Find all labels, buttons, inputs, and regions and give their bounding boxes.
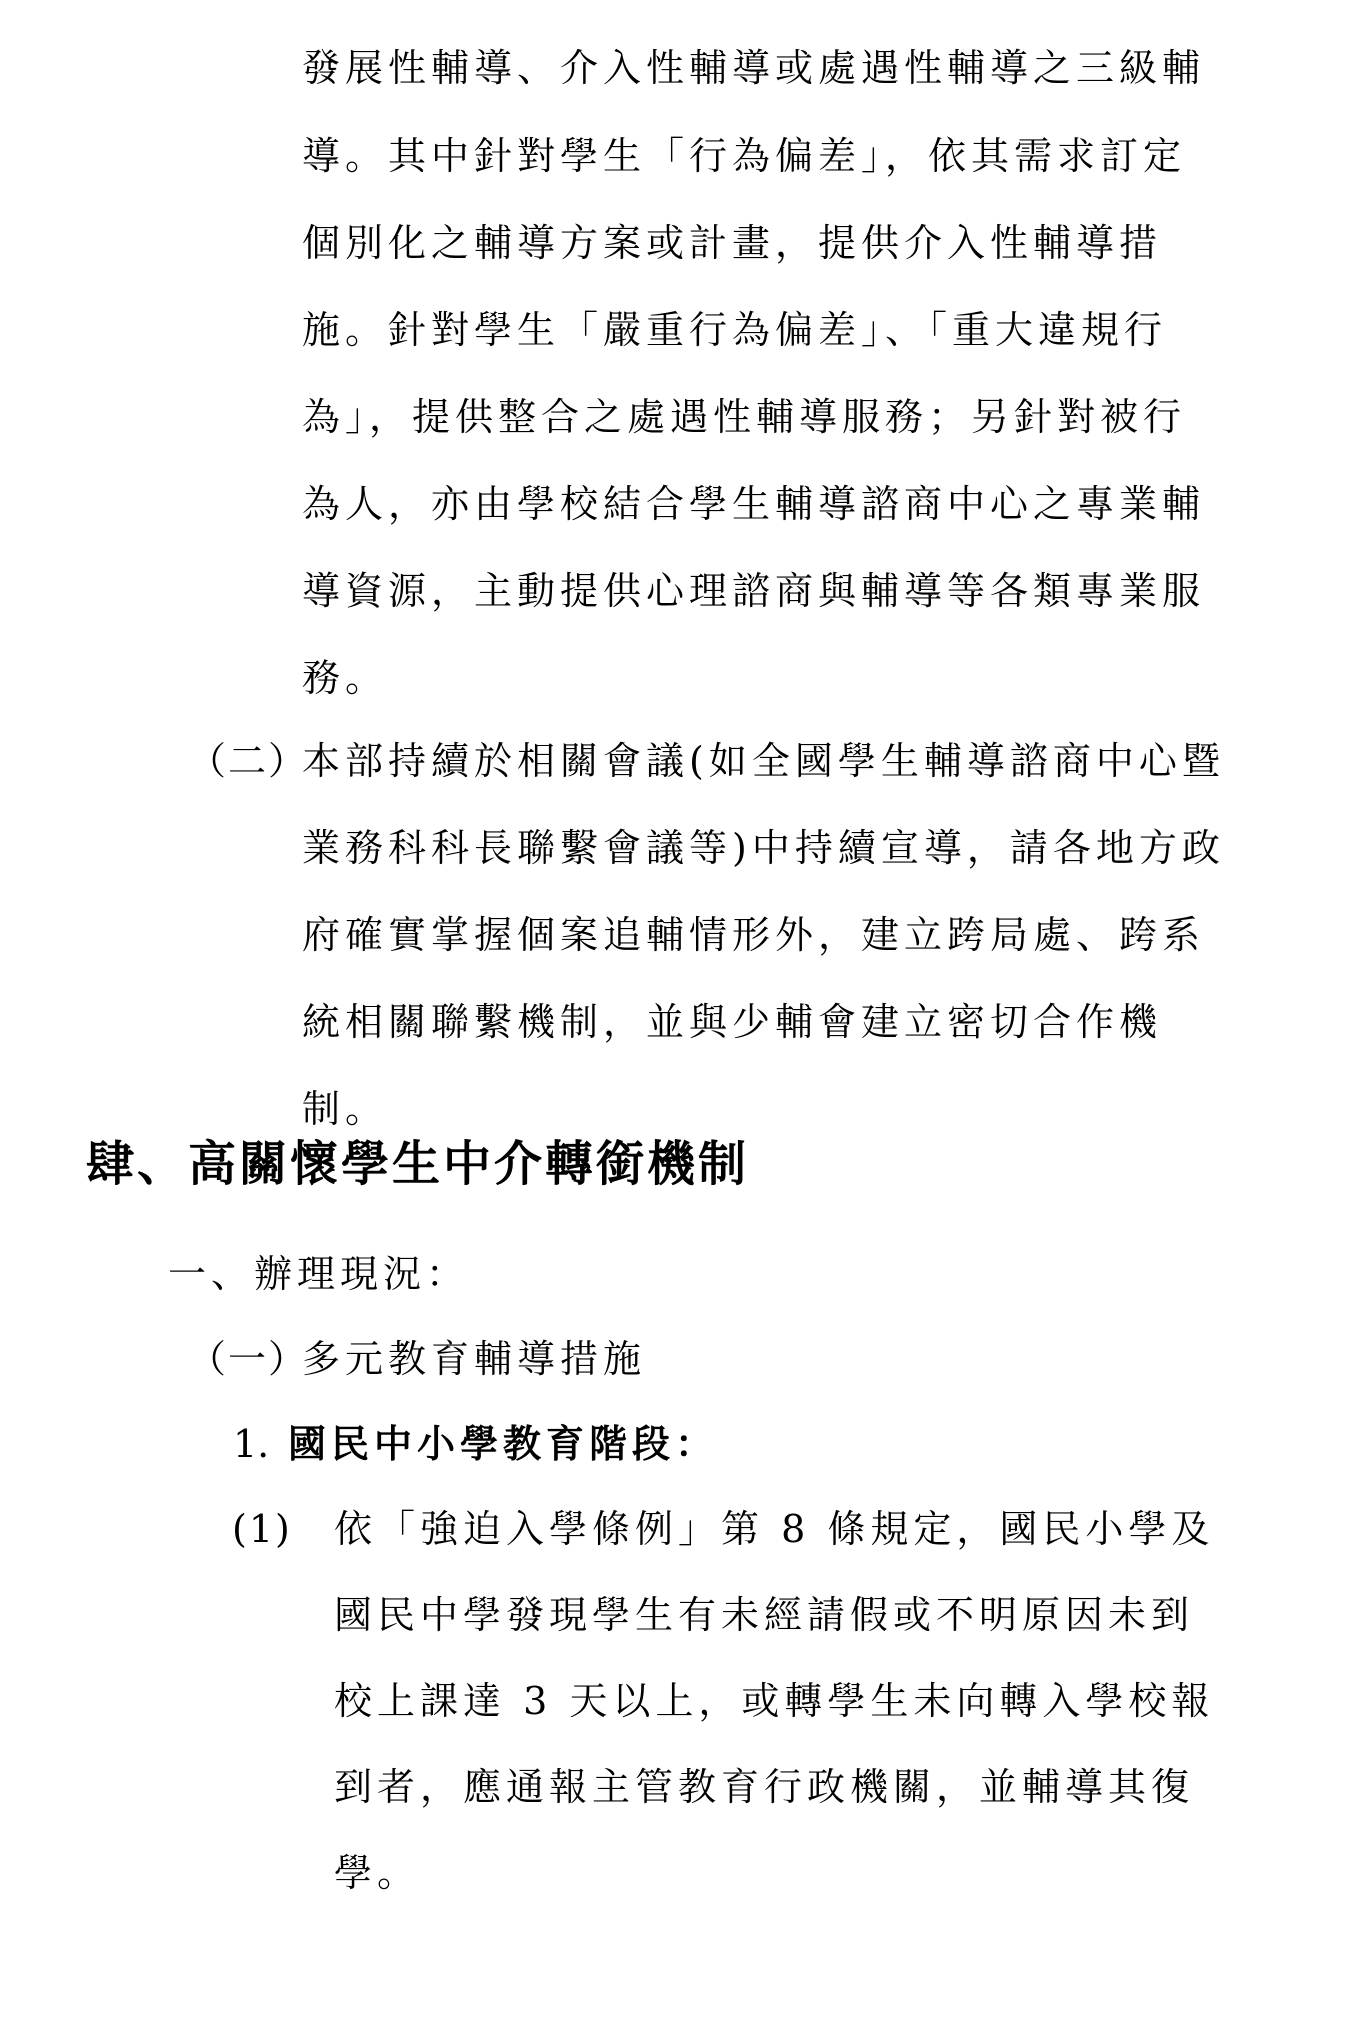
text-line: 到者，應通報主管教育行政機關，並輔導其復 — [334, 1765, 1195, 1809]
item-title: 國民中小學教育階段： — [288, 1421, 719, 1466]
text-line: 統相關聯繫機制，並與少輔會建立密切合作機 — [302, 1000, 1163, 1044]
text-line: 國民中學發現學生有未經請假或不明原因未到 — [334, 1593, 1195, 1637]
text-line: 務。 — [302, 656, 389, 700]
text-line: 導。其中針對學生「行為偏差」，依其需求訂定 — [302, 134, 1187, 178]
list-marker: （二） — [188, 739, 309, 783]
text-line: 本部持續於相關會議(如全國學生輔導諮商中心暨 — [302, 739, 1225, 783]
text-line: 制。 — [302, 1087, 389, 1131]
text-line: 依「強迫入學條例」第 8 條規定，國民小學及 — [334, 1507, 1215, 1551]
text-line: 施。針對學生「嚴重行為偏差」、「重大違規行 — [302, 308, 1168, 352]
text-line: 發展性輔導、介入性輔導或處遇性輔導之三級輔 — [302, 46, 1206, 90]
text-line: 業務科科長聯繫會議等)中持續宣導，請各地方政 — [302, 826, 1225, 870]
text-line: 學。 — [334, 1851, 421, 1895]
subsection-text: 多元教育輔導措施 — [302, 1337, 647, 1381]
list-marker: (1) — [232, 1507, 292, 1551]
text-line: 個別化之輔導方案或計畫，提供介入性輔導措 — [302, 221, 1163, 265]
text-line: 校上課達 3 天以上，或轉學生未向轉入學校報 — [334, 1679, 1215, 1723]
text-line: 府確實掌握個案追輔情形外，建立跨局處、跨系 — [302, 913, 1206, 957]
subsection-title: 一、辦理現況： — [168, 1252, 470, 1296]
text-line: 導資源，主動提供心理諮商與輔導等各類專業服 — [302, 569, 1206, 613]
list-marker: （一） — [188, 1337, 309, 1381]
text-line: 為」，提供整合之處遇性輔導服務；另針對被行 — [302, 395, 1187, 439]
text-line: 為人，亦由學校結合學生輔導諮商中心之專業輔 — [302, 482, 1206, 526]
item-number: 1. — [233, 1422, 270, 1466]
section-heading: 肆、高關懷學生中介轉銜機制 — [86, 1136, 750, 1192]
